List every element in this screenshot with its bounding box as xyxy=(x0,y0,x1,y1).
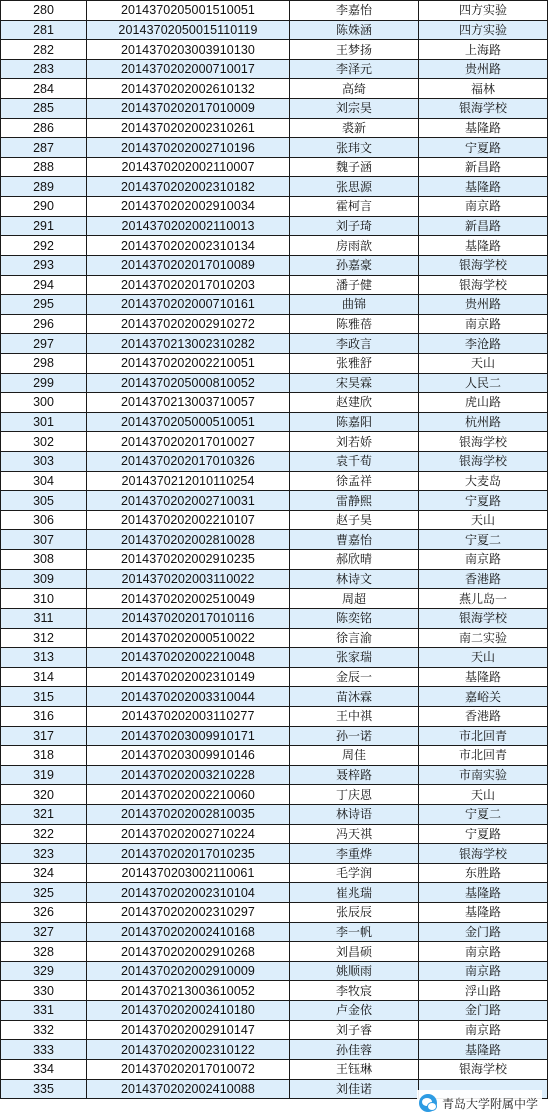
table-row xyxy=(1,236,548,256)
student-number: 2014370205000810052 xyxy=(87,373,290,393)
student-name: 刘昌硕 xyxy=(290,942,419,962)
student-number: 2014370202002410180 xyxy=(87,1001,290,1021)
student-number: 2014370202017010089 xyxy=(87,255,290,275)
table-row xyxy=(1,353,548,373)
school-name: 香港路 xyxy=(419,706,548,726)
student-number: 20143702050015110119 xyxy=(87,20,290,40)
school-name: 银海学校 xyxy=(419,275,548,295)
student-name: 刘佳诺 xyxy=(290,1079,419,1099)
school-name: 基隆路 xyxy=(419,667,548,687)
student-number: 2014370202003210228 xyxy=(87,765,290,785)
school-name: 四方实验 xyxy=(419,20,548,40)
student-name: 孙佳蓉 xyxy=(290,1040,419,1060)
student-name: 袁千荀 xyxy=(290,452,419,472)
student-number: 2014370202002210060 xyxy=(87,785,290,805)
table-row xyxy=(1,1059,548,1079)
student-name: 孙一诺 xyxy=(290,726,419,746)
student-name: 赵子昊 xyxy=(290,510,419,530)
table-row xyxy=(1,824,548,844)
student-number: 2014370202002310149 xyxy=(87,667,290,687)
table-row xyxy=(1,804,548,824)
student-number: 2014370202002310122 xyxy=(87,1040,290,1060)
table-row xyxy=(1,550,548,570)
table-row xyxy=(1,922,548,942)
student-number: 2014370202002910268 xyxy=(87,942,290,962)
student-number: 2014370202002410168 xyxy=(87,922,290,942)
table-row xyxy=(1,157,548,177)
student-name: 赵建欣 xyxy=(290,393,419,413)
student-number: 2014370203009910146 xyxy=(87,746,290,766)
row-index: 295 xyxy=(1,295,87,315)
row-index: 312 xyxy=(1,628,87,648)
row-index: 298 xyxy=(1,353,87,373)
student-name: 王钰琳 xyxy=(290,1059,419,1079)
student-name: 李泽元 xyxy=(290,59,419,79)
row-index: 281 xyxy=(1,20,87,40)
school-name: 基隆路 xyxy=(419,177,548,197)
table-row xyxy=(1,314,548,334)
student-number: 2014370202002110007 xyxy=(87,157,290,177)
row-index: 291 xyxy=(1,216,87,236)
school-name: 香港路 xyxy=(419,569,548,589)
table-row xyxy=(1,177,548,197)
row-index: 327 xyxy=(1,922,87,942)
table-row xyxy=(1,412,548,432)
table-row xyxy=(1,1040,548,1060)
student-name: 裘新 xyxy=(290,118,419,138)
student-name: 霍柯言 xyxy=(290,197,419,217)
student-number: 2014370202002110013 xyxy=(87,216,290,236)
row-index: 284 xyxy=(1,79,87,99)
student-number: 2014370202002210048 xyxy=(87,648,290,668)
student-name: 王梦扬 xyxy=(290,40,419,60)
row-index: 294 xyxy=(1,275,87,295)
row-index: 304 xyxy=(1,471,87,491)
school-name: 新昌路 xyxy=(419,157,548,177)
row-index: 305 xyxy=(1,491,87,511)
row-index: 303 xyxy=(1,452,87,472)
school-name: 市南实验 xyxy=(419,765,548,785)
table-row xyxy=(1,275,548,295)
school-name: 银海学校 xyxy=(419,432,548,452)
student-name: 周超 xyxy=(290,589,419,609)
student-number: 2014370202017010116 xyxy=(87,608,290,628)
row-index: 332 xyxy=(1,1020,87,1040)
row-index: 283 xyxy=(1,59,87,79)
student-name: 崔兆瑞 xyxy=(290,883,419,903)
school-name: 新昌路 xyxy=(419,216,548,236)
row-index: 290 xyxy=(1,197,87,217)
row-index: 316 xyxy=(1,706,87,726)
school-name: 银海学校 xyxy=(419,1059,548,1079)
table-row xyxy=(1,648,548,668)
school-name: 燕儿岛一 xyxy=(419,589,548,609)
student-number: 2014370202002710031 xyxy=(87,491,290,511)
school-name: 南京路 xyxy=(419,314,548,334)
school-name: 大麦岛 xyxy=(419,471,548,491)
school-name: 上海路 xyxy=(419,40,548,60)
table-row xyxy=(1,746,548,766)
school-name: 银海学校 xyxy=(419,452,548,472)
student-number: 2014370213002310282 xyxy=(87,334,290,354)
student-name: 陈奕铭 xyxy=(290,608,419,628)
student-number: 2014370205001510051 xyxy=(87,1,290,21)
table-row xyxy=(1,706,548,726)
row-index: 335 xyxy=(1,1079,87,1099)
table-row xyxy=(1,942,548,962)
school-name: 基隆路 xyxy=(419,903,548,923)
school-name: 天山 xyxy=(419,353,548,373)
row-index: 282 xyxy=(1,40,87,60)
table-row xyxy=(1,118,548,138)
table-row xyxy=(1,1020,548,1040)
student-number: 2014370202002210051 xyxy=(87,353,290,373)
table-row xyxy=(1,981,548,1001)
student-number: 2014370205000510051 xyxy=(87,412,290,432)
school-name: 市北回青 xyxy=(419,726,548,746)
table-row xyxy=(1,197,548,217)
school-name: 福林 xyxy=(419,79,548,99)
row-index: 306 xyxy=(1,510,87,530)
student-number: 2014370203002110061 xyxy=(87,863,290,883)
student-name: 丁庆恩 xyxy=(290,785,419,805)
student-name: 聂梓路 xyxy=(290,765,419,785)
row-index: 331 xyxy=(1,1001,87,1021)
school-name: 嘉峪关 xyxy=(419,687,548,707)
student-name: 刘子琦 xyxy=(290,216,419,236)
school-name: 南京路 xyxy=(419,961,548,981)
table-row xyxy=(1,510,548,530)
table-row xyxy=(1,687,548,707)
table-row xyxy=(1,334,548,354)
student-name: 刘若娇 xyxy=(290,432,419,452)
row-index: 329 xyxy=(1,961,87,981)
table-row xyxy=(1,491,548,511)
row-index: 289 xyxy=(1,177,87,197)
row-index: 324 xyxy=(1,863,87,883)
student-number: 2014370202003310044 xyxy=(87,687,290,707)
row-index: 318 xyxy=(1,746,87,766)
row-index: 287 xyxy=(1,138,87,158)
student-name: 徐孟祥 xyxy=(290,471,419,491)
school-name: 银海学校 xyxy=(419,99,548,119)
student-name: 李政言 xyxy=(290,334,419,354)
row-index: 315 xyxy=(1,687,87,707)
student-name: 林诗语 xyxy=(290,804,419,824)
student-name: 李重烨 xyxy=(290,844,419,864)
student-name: 林诗文 xyxy=(290,569,419,589)
school-name: 基隆路 xyxy=(419,1040,548,1060)
student-number: 2014370202002310104 xyxy=(87,883,290,903)
school-name: 基隆路 xyxy=(419,883,548,903)
student-name: 宋昊霖 xyxy=(290,373,419,393)
table-row xyxy=(1,844,548,864)
row-index: 319 xyxy=(1,765,87,785)
student-name: 潘子健 xyxy=(290,275,419,295)
student-number: 2014370202002310261 xyxy=(87,118,290,138)
table-row xyxy=(1,216,548,236)
row-index: 322 xyxy=(1,824,87,844)
row-index: 302 xyxy=(1,432,87,452)
student-name: 冯天祺 xyxy=(290,824,419,844)
table-row xyxy=(1,863,548,883)
student-number: 2014370202000510022 xyxy=(87,628,290,648)
table-row xyxy=(1,785,548,805)
student-number: 2014370202002210107 xyxy=(87,510,290,530)
student-number: 2014370212010110254 xyxy=(87,471,290,491)
table-row xyxy=(1,667,548,687)
row-index: 321 xyxy=(1,804,87,824)
row-index: 310 xyxy=(1,589,87,609)
student-name: 苗沐霖 xyxy=(290,687,419,707)
table-row xyxy=(1,295,548,315)
school-name: 四方实验 xyxy=(419,1,548,21)
student-number: 2014370202002310134 xyxy=(87,236,290,256)
row-index: 313 xyxy=(1,648,87,668)
school-name: 宁夏二 xyxy=(419,804,548,824)
student-name: 高绮 xyxy=(290,79,419,99)
row-index: 286 xyxy=(1,118,87,138)
student-number: 2014370202003110022 xyxy=(87,569,290,589)
table-row xyxy=(1,471,548,491)
row-index: 307 xyxy=(1,530,87,550)
student-list-body xyxy=(1,1,548,1099)
student-number: 2014370202003110277 xyxy=(87,706,290,726)
row-index: 297 xyxy=(1,334,87,354)
table-row xyxy=(1,628,548,648)
student-number: 2014370202002310182 xyxy=(87,177,290,197)
student-name: 张思源 xyxy=(290,177,419,197)
row-index: 311 xyxy=(1,608,87,628)
table-row xyxy=(1,903,548,923)
school-name: 贵州路 xyxy=(419,59,548,79)
school-name: 南京路 xyxy=(419,550,548,570)
school-name: 金门路 xyxy=(419,922,548,942)
student-number: 2014370202017010203 xyxy=(87,275,290,295)
student-number: 2014370202002410088 xyxy=(87,1079,290,1099)
row-index: 326 xyxy=(1,903,87,923)
school-name: 基隆路 xyxy=(419,118,548,138)
school-name: 南京路 xyxy=(419,942,548,962)
school-name: 宁夏路 xyxy=(419,491,548,511)
table-row xyxy=(1,99,548,119)
watermark xyxy=(417,1090,542,1116)
student-number: 2014370203003910130 xyxy=(87,40,290,60)
row-index: 288 xyxy=(1,157,87,177)
table-row xyxy=(1,883,548,903)
student-name: 金辰一 xyxy=(290,667,419,687)
student-name: 张家瑞 xyxy=(290,648,419,668)
school-name: 宁夏路 xyxy=(419,824,548,844)
student-name: 陈姝涵 xyxy=(290,20,419,40)
row-index: 280 xyxy=(1,1,87,21)
table-row xyxy=(1,452,548,472)
school-name: 基隆路 xyxy=(419,236,548,256)
row-index: 323 xyxy=(1,844,87,864)
student-name: 魏子涵 xyxy=(290,157,419,177)
school-name: 宁夏路 xyxy=(419,138,548,158)
school-name: 南二实验 xyxy=(419,628,548,648)
student-number: 2014370202000710161 xyxy=(87,295,290,315)
student-number: 2014370202002910235 xyxy=(87,550,290,570)
school-name: 天山 xyxy=(419,510,548,530)
school-name: 南京路 xyxy=(419,1020,548,1040)
school-name: 东胜路 xyxy=(419,863,548,883)
student-number: 2014370202002710196 xyxy=(87,138,290,158)
student-name: 刘宗昊 xyxy=(290,99,419,119)
school-name: 人民二 xyxy=(419,373,548,393)
school-name: 银海学校 xyxy=(419,255,548,275)
table-row xyxy=(1,589,548,609)
table-row xyxy=(1,20,548,40)
school-name: 天山 xyxy=(419,785,548,805)
table-row xyxy=(1,255,548,275)
school-name: 南京路 xyxy=(419,197,548,217)
student-number: 2014370202017010009 xyxy=(87,99,290,119)
row-index: 330 xyxy=(1,981,87,1001)
student-number: 2014370202017010027 xyxy=(87,432,290,452)
row-index: 325 xyxy=(1,883,87,903)
school-name: 虎山路 xyxy=(419,393,548,413)
student-name: 陈雅蓓 xyxy=(290,314,419,334)
table-row xyxy=(1,1001,548,1021)
table-row xyxy=(1,432,548,452)
row-index: 314 xyxy=(1,667,87,687)
row-index: 299 xyxy=(1,373,87,393)
table-row xyxy=(1,530,548,550)
student-name: 徐言渝 xyxy=(290,628,419,648)
student-number: 2014370202002910272 xyxy=(87,314,290,334)
student-number: 2014370202002310297 xyxy=(87,903,290,923)
student-name: 郝欣晴 xyxy=(290,550,419,570)
wechat-icon xyxy=(419,1094,437,1112)
student-name: 曲锦 xyxy=(290,295,419,315)
school-name: 杭州路 xyxy=(419,412,548,432)
student-name: 房雨歆 xyxy=(290,236,419,256)
table-row xyxy=(1,138,548,158)
row-index: 293 xyxy=(1,255,87,275)
student-number: 2014370202002710224 xyxy=(87,824,290,844)
table-row xyxy=(1,765,548,785)
student-name: 张玮文 xyxy=(290,138,419,158)
student-name: 陈嘉阳 xyxy=(290,412,419,432)
student-number: 2014370202002510049 xyxy=(87,589,290,609)
table-row xyxy=(1,373,548,393)
student-name: 姚顺雨 xyxy=(290,961,419,981)
student-name: 孙嘉豪 xyxy=(290,255,419,275)
table-row xyxy=(1,59,548,79)
table-row xyxy=(1,961,548,981)
student-name: 张雅舒 xyxy=(290,353,419,373)
student-number: 2014370213003710057 xyxy=(87,393,290,413)
table-row xyxy=(1,40,548,60)
row-index: 308 xyxy=(1,550,87,570)
row-index: 309 xyxy=(1,569,87,589)
row-index: 296 xyxy=(1,314,87,334)
student-number: 2014370213003610052 xyxy=(87,981,290,1001)
student-number: 2014370202002910147 xyxy=(87,1020,290,1040)
school-name: 市北回青 xyxy=(419,746,548,766)
student-number: 2014370202017010072 xyxy=(87,1059,290,1079)
school-name: 李沧路 xyxy=(419,334,548,354)
student-name: 李嘉怡 xyxy=(290,1,419,21)
student-number: 2014370202002910009 xyxy=(87,961,290,981)
row-index: 328 xyxy=(1,942,87,962)
table-row xyxy=(1,726,548,746)
school-name: 金门路 xyxy=(419,1001,548,1021)
row-index: 300 xyxy=(1,393,87,413)
student-number: 2014370202002810035 xyxy=(87,804,290,824)
student-number: 2014370202000710017 xyxy=(87,59,290,79)
school-name: 浮山路 xyxy=(419,981,548,1001)
school-name: 银海学校 xyxy=(419,608,548,628)
table-row xyxy=(1,79,548,99)
school-name: 天山 xyxy=(419,648,548,668)
student-name: 曹嘉怡 xyxy=(290,530,419,550)
row-index: 292 xyxy=(1,236,87,256)
watermark-text: 青岛大学附属中学 xyxy=(441,1096,538,1111)
student-number: 2014370202002810028 xyxy=(87,530,290,550)
student-name: 李牧宸 xyxy=(290,981,419,1001)
student-number: 2014370203009910171 xyxy=(87,726,290,746)
table-row xyxy=(1,393,548,413)
table-row xyxy=(1,569,548,589)
student-number: 2014370202002610132 xyxy=(87,79,290,99)
student-name: 周佳 xyxy=(290,746,419,766)
student-name: 卢金依 xyxy=(290,1001,419,1021)
student-number: 2014370202017010326 xyxy=(87,452,290,472)
student-name: 李一帆 xyxy=(290,922,419,942)
row-index: 320 xyxy=(1,785,87,805)
school-name: 银海学校 xyxy=(419,844,548,864)
student-name: 毛学润 xyxy=(290,863,419,883)
school-name: 贵州路 xyxy=(419,295,548,315)
table-row xyxy=(1,1,548,21)
row-index: 301 xyxy=(1,412,87,432)
row-index: 317 xyxy=(1,726,87,746)
student-name: 张辰辰 xyxy=(290,903,419,923)
table-row xyxy=(1,608,548,628)
student-number: 2014370202017010235 xyxy=(87,844,290,864)
student-name: 刘子睿 xyxy=(290,1020,419,1040)
student-number: 2014370202002910034 xyxy=(87,197,290,217)
student-name: 雷静熙 xyxy=(290,491,419,511)
row-index: 285 xyxy=(1,99,87,119)
student-name: 王中祺 xyxy=(290,706,419,726)
row-index: 333 xyxy=(1,1040,87,1060)
school-name: 宁夏二 xyxy=(419,530,548,550)
row-index: 334 xyxy=(1,1059,87,1079)
